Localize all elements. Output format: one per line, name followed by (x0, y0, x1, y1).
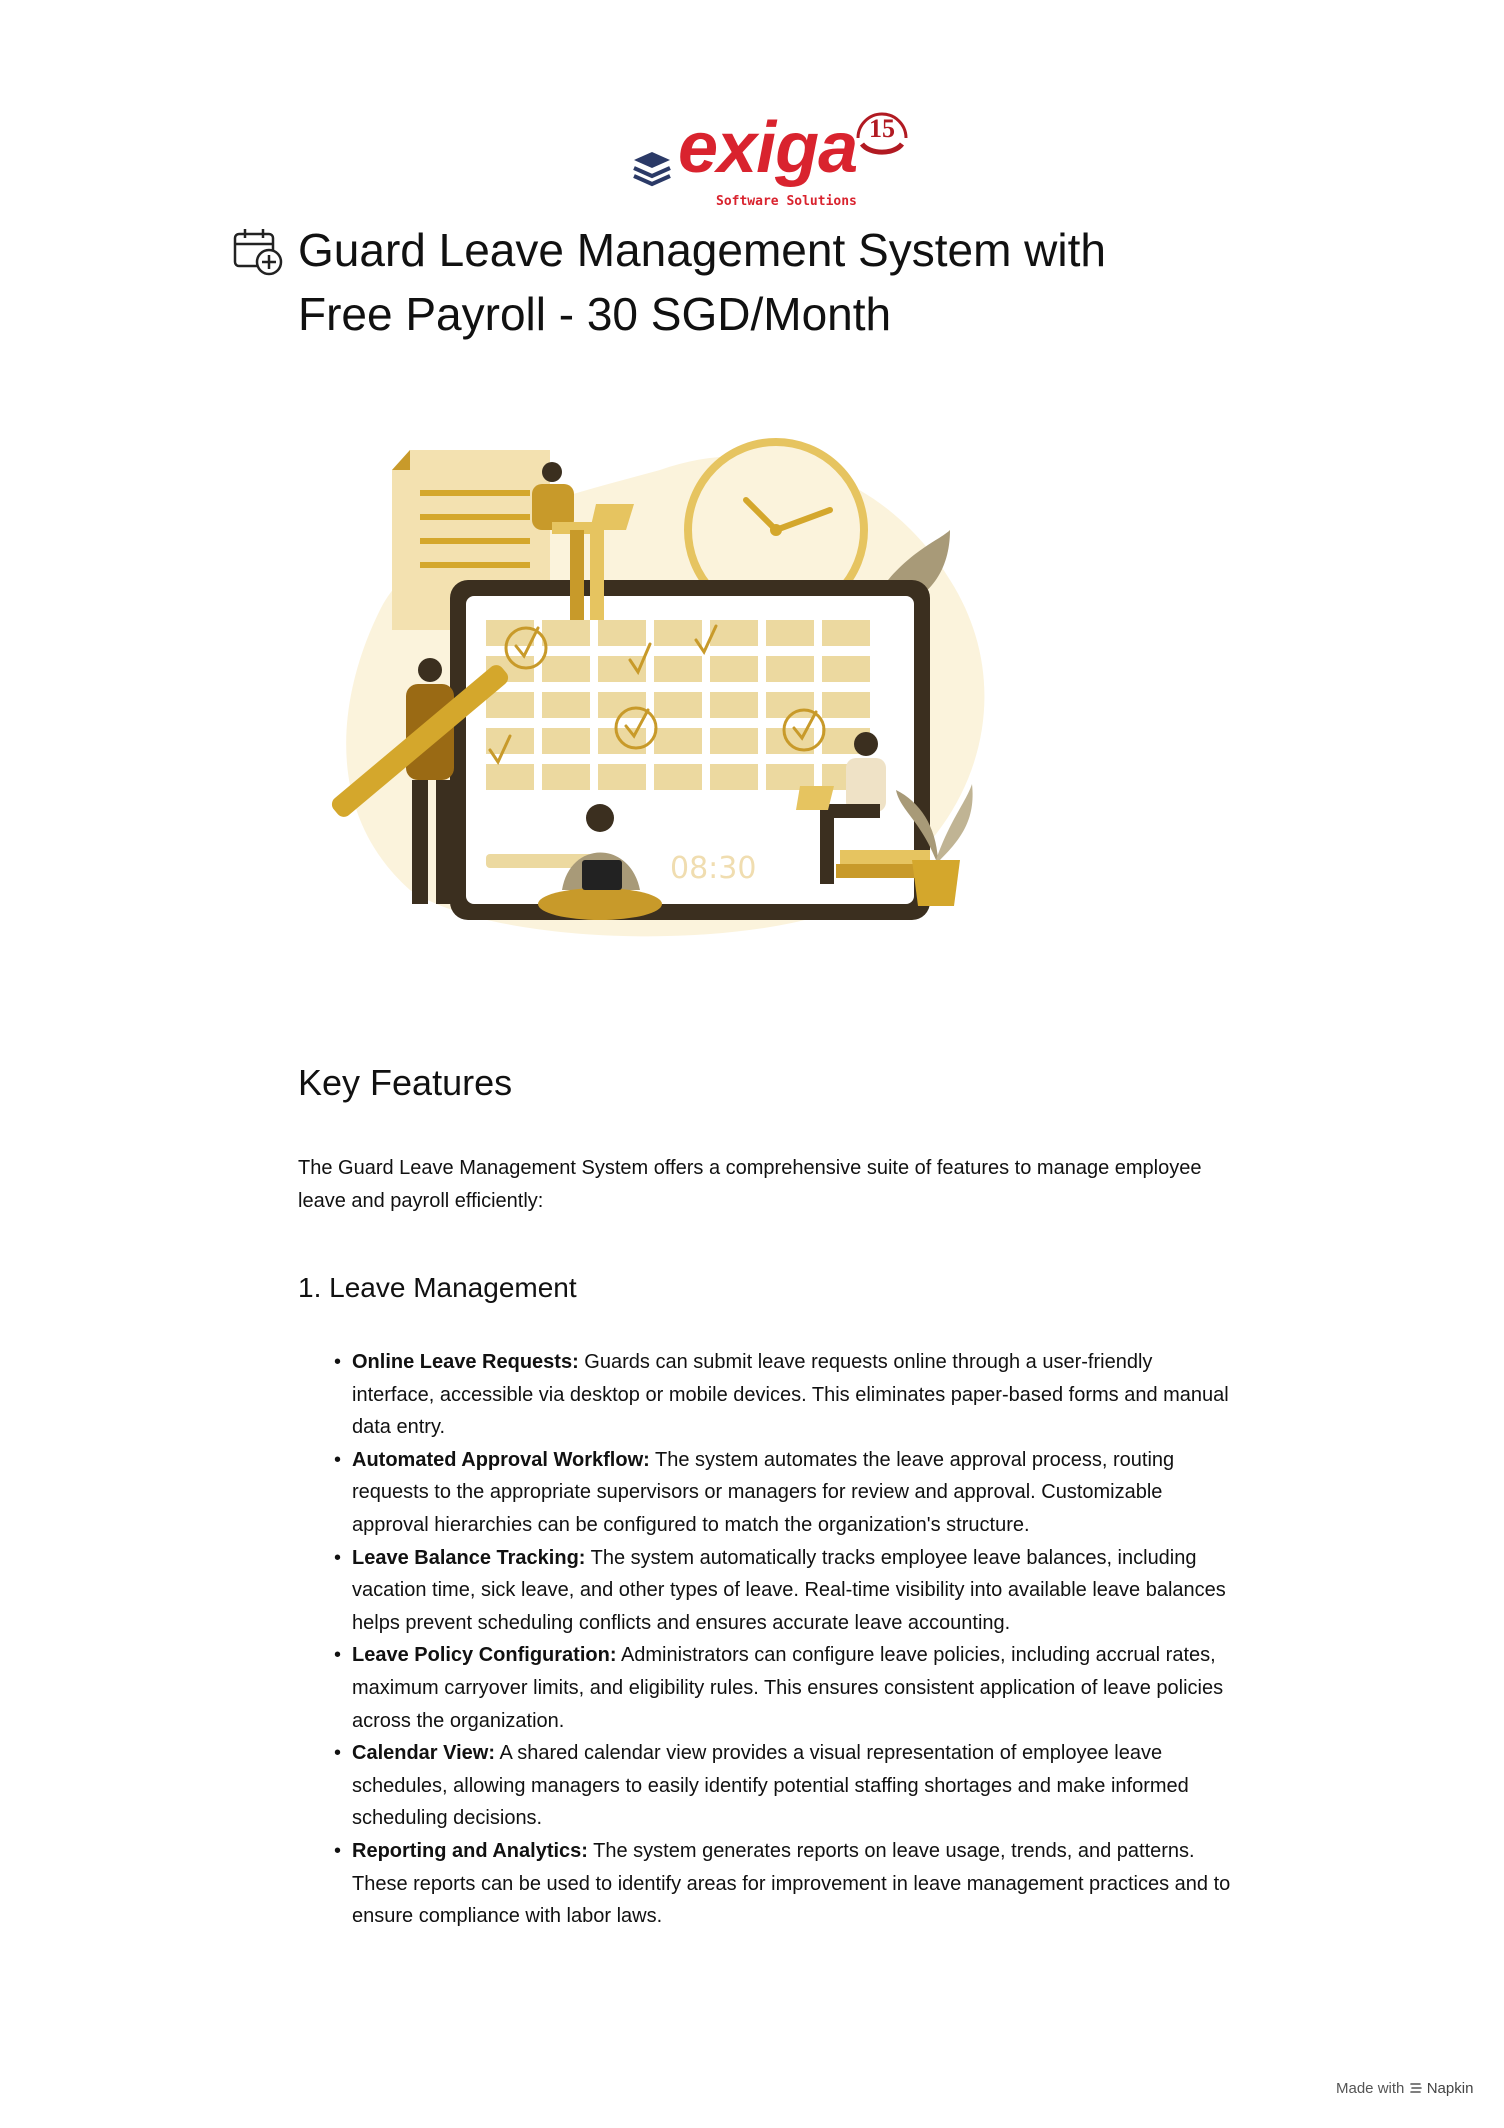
bullet-icon: • (334, 1546, 342, 1569)
feature-text: Guards can submit leave requests online through a user-friendly interface, accessible via desktop or mobile devices. This eliminates paper-based forms and manual data entry. (352, 1351, 1229, 1439)
feature-text: The system generates reports on leave usage, trends, and patterns. These reports can be used to identify areas for improvement in leave management practices and to ensure compliance with labor laws. (352, 1839, 1231, 1928)
feature-list (334, 1346, 1232, 1933)
bullet-icon: • (334, 1742, 342, 1765)
intro-paragraph: The Guard Leave Management System offers a comprehensive suite of features to manage employee leave and payroll efficiently: (298, 1157, 1202, 1212)
list-item (334, 1444, 1232, 1542)
bullet-icon: • (334, 1351, 342, 1373)
list-item (334, 1639, 1232, 1737)
anniversary-badge-number: 15 (869, 114, 895, 143)
section-heading: Key Features (298, 1062, 513, 1103)
napkin-logo-icon (1409, 2081, 1423, 2095)
list-item (334, 1346, 1232, 1444)
company-logo (630, 108, 910, 212)
feature-label: Calendar View: (352, 1742, 496, 1765)
list-item (334, 1835, 1232, 1933)
feature-label: Automated Approval Workflow: (352, 1448, 650, 1471)
bullet-icon: • (334, 1448, 342, 1471)
footer-brand: Napkin (1426, 2080, 1474, 2097)
feature-label: Leave Policy Configuration: (352, 1644, 617, 1667)
feature-text: A shared calendar view provides a visual representation of employee leave schedules, allowing managers to easily identify potential staffing shortages and make informed scheduling decisions. (352, 1742, 1189, 1830)
list-item (334, 1542, 1232, 1640)
footer-prefix: Made with (1336, 2080, 1405, 2097)
leave-calendar-illustration (300, 430, 1020, 950)
logo-wordmark: exiga (678, 108, 858, 188)
subsection-heading: 1. Leave Management (298, 1272, 577, 1303)
calendar-grid (486, 620, 870, 790)
calendar-shield-icon (232, 226, 284, 276)
footer-attribution[interactable] (1336, 2080, 1473, 2097)
list-item (334, 1737, 1232, 1835)
logo-tagline: Software Solutions (716, 194, 857, 209)
page-title: Guard Leave Management System with Free Payroll - 30 SGD/Month (298, 224, 1106, 340)
bullet-icon: • (334, 1644, 342, 1667)
bullet-icon: • (334, 1839, 342, 1862)
feature-label: Reporting and Analytics: (352, 1839, 588, 1862)
feature-text: The system automates the leave approval process, routing requests to the appropriate supervisors or managers for review and approval. Customizable approval hierarchies can be configured to match the organization's structure. (352, 1448, 1175, 1536)
feature-text: The system automatically tracks employee leave balances, including vacation time, sick leave, and other types of leave. Real-time visibility into available leave balances helps prevent scheduling conflicts and ensures accurate leave accounting. (352, 1546, 1226, 1634)
feature-label: Leave Balance Tracking: (352, 1546, 586, 1569)
feature-label: Online Leave Requests: (352, 1351, 579, 1373)
feature-text: Administrators can configure leave policies, including accrual rates, maximum carryover limits, and eligibility rules. This ensures consistent application of leave policies across the organization. (352, 1644, 1224, 1732)
illustration-clock-readout: 08:30 (670, 851, 757, 886)
logo-stack-icon (630, 146, 674, 190)
